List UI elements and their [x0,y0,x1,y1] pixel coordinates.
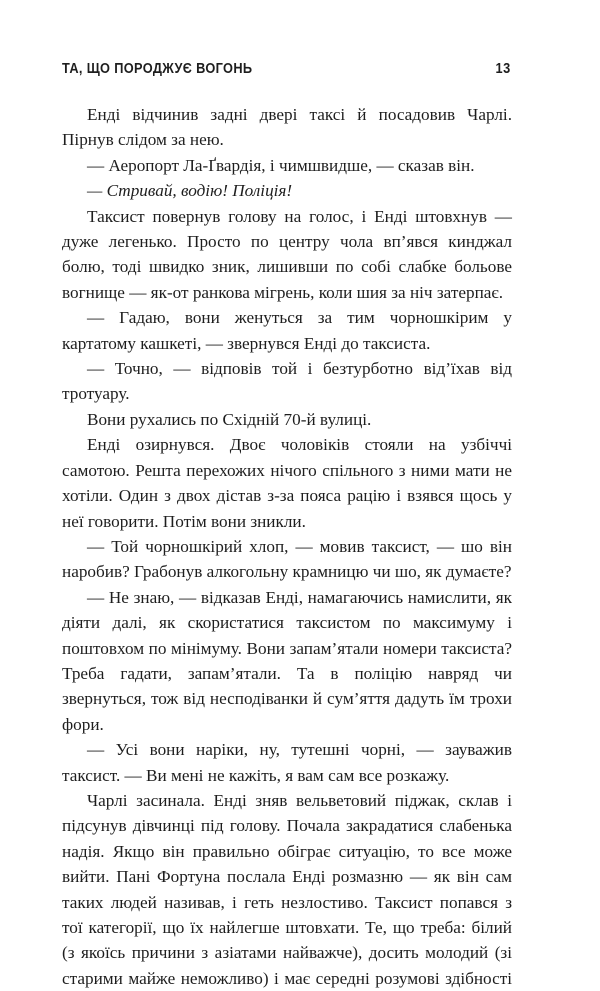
paragraph: — Стривай, водію! Поліція! [87,181,293,201]
paragraph: — Усі вони наріки, ну, тутешні чорні, — зауважив таксист. — Ви мені не кажіть, я вам сам все розкажу. [62,740,512,785]
body-text [62,102,512,991]
paragraph: — Той чорношкірий хлоп, — мовив таксист, — шо він наробив? Грабонув алкогольну крамницю чи шо, як думаєте? [62,536,512,582]
paragraph: Вони рухались по Східній 70-й вулиці. [87,409,372,429]
paragraph: — Не знаю, — відказав Енді, намагаючись намислити, як діяти далі, як скористатися таксистом по максимуму і поштовхом по мінімуму. Вони запам’ятали номери таксиста? Треба гадати, запам’ятали. Та в поліцію навряд чи звернуться, тож від несподіванки й сум’яття дадуть їм трохи фори. [62,587,512,734]
paragraph: Енді озирнувся. Двоє чоловіків стояли на узбіччі самотою. Решта перехожих нічого спільного з ними мати не хотіли. Один з двох дістав з-за пояса рацію і взявся щось у неї говорити. Потім вони зникли. [62,435,512,531]
page-number: 13 [495,61,511,77]
running-header [62,61,511,77]
running-title: ТА, ЩО ПОРОДЖУЄ ВОГОНЬ [62,61,253,77]
paragraph: — Гадаю, вони женуться за тим чорношкірим у картатому кашкеті, — звернувся Енді до таксиста. [62,308,512,353]
paragraph: Чарлі засинала. Енді зняв вельветовий піджак, склав і підсунув дівчинці під голову. Почала закрадатися слабенька надія. Якщо він правильно обіграє ситуацію, то все може вийти. Пані Фортуна послала Енді розмазню — як він сам таких людей називав, і геть незлостиво. Таксист попався з тої категорії, що їх найлегше штовхати. Те, що треба: білий (з якоїсь причини з азіатами найважче), досить молодий (зі старими майже неможливо) і має середні розумові здібності [62,790,512,988]
paragraph: Енді відчинив задні двері таксі й посадовив Чарлі. Пірнув слідом за нею. [62,105,512,150]
paragraph: Таксист повернув голову на голос, і Енді штовхнув — дуже легенько. Просто по центру чола вп’явся кинджал болю, тоді швидко зник, лишивши по собі слабке больове вогнище — як-от ранкова мігрень, коли шия за ніч затерпає. [62,206,512,302]
paragraph: — Точно, — відповів той і безтурботно від’їхав від тротуару. [62,359,512,404]
paragraph: — Аеропорт Ла-Ґвардія, і чимшвидше, — сказав він. [87,155,475,175]
